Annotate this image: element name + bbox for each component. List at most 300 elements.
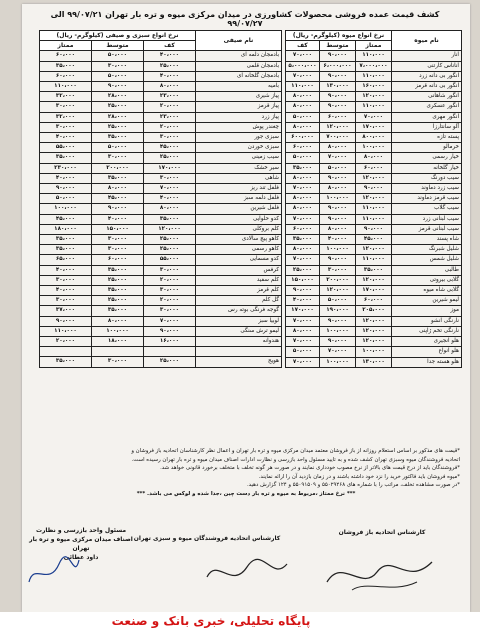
item-name-cell: سیب گلاب — [392, 204, 462, 214]
item-name-cell: بادمجان گلخانه ای — [196, 71, 282, 81]
fruit-col-premium: ممتاز — [356, 41, 392, 51]
price-cell: ۱۰۰،۰۰۰ — [320, 357, 356, 367]
price-cell: ۳۵،۰۰۰ — [92, 306, 144, 316]
price-cell: ۲۰،۰۰۰ — [144, 296, 196, 306]
table-row — [285, 112, 461, 122]
signature-block-wholesalers — [322, 529, 442, 536]
table-row — [39, 51, 281, 61]
table-row — [39, 255, 281, 265]
price-cell: ۱۶،۰۰۰ — [144, 337, 196, 347]
veg-col-base: کف — [144, 41, 196, 51]
item-name-cell: سیب دورنگ — [392, 173, 462, 183]
price-cell: ۳۵،۰۰۰ — [92, 265, 144, 275]
item-name-cell: گوجه فرنگی بوته رس — [196, 306, 282, 316]
price-cell: ۵۰،۰۰۰ — [285, 347, 319, 357]
table-row — [285, 347, 461, 357]
veg-name-header: نام صیفی — [196, 31, 282, 51]
item-name-cell: گلابی شاه میوه — [392, 286, 462, 296]
fruit-col-base: کف — [285, 41, 319, 51]
price-cell: ۳۰،۰۰۰ — [144, 286, 196, 296]
price-cell: ۷۰،۰۰۰ — [285, 255, 319, 265]
price-cell: ۲۵،۰۰۰ — [285, 265, 319, 275]
item-name-cell: کدو مسمایی — [196, 255, 282, 265]
veg-col-premium: ممتاز — [39, 41, 91, 51]
item-name-cell: آلو سانتارزا — [392, 122, 462, 132]
table-row — [39, 265, 281, 275]
price-cell: ۴۰،۰۰۰ — [39, 133, 91, 143]
price-cell: ۱۶۰،۰۰۰ — [356, 82, 392, 92]
price-cell: ۶۰،۰۰۰ — [92, 255, 144, 265]
price-cell: ۲۵،۰۰۰ — [92, 296, 144, 306]
price-cell: ۲۳،۰۰۰ — [144, 92, 196, 102]
table-row — [285, 326, 461, 336]
price-cell: ۶۵،۰۰۰ — [39, 255, 91, 265]
price-cell: ۷۰،۰۰۰ — [285, 337, 319, 347]
item-name-cell: سبزی جور — [196, 133, 282, 143]
price-cell: ۳۵،۰۰۰ — [92, 286, 144, 296]
price-cell: ۸۰۰،۰۰۰ — [356, 133, 392, 143]
price-cell: ۶۰۰،۰۰۰ — [285, 133, 319, 143]
price-cell: ۱۲۰،۰۰۰ — [356, 316, 392, 326]
item-name-cell — [196, 347, 282, 357]
price-cell: ۹۰،۰۰۰ — [320, 173, 356, 183]
price-cell: ۵۰،۰۰۰ — [285, 153, 319, 163]
price-cell: ۹۰،۰۰۰ — [285, 286, 319, 296]
price-cell: ۹۰،۰۰۰ — [320, 92, 356, 102]
price-cell: ۲۵،۰۰۰ — [144, 153, 196, 163]
signature-block-sellers — [122, 535, 292, 542]
veg-group-header: نرخ انواع سبزی و صیفی (کیلوگرم- ریال) — [39, 31, 195, 41]
price-cell: ۷۰،۰۰۰ — [285, 184, 319, 194]
item-name-cell: کرفس — [196, 265, 282, 275]
table-row — [39, 326, 281, 336]
item-name-cell: فلفل تند ریز — [196, 184, 282, 194]
item-name-cell: فلفل شیرین — [196, 204, 282, 214]
item-name-cell: هلو انجیری — [392, 337, 462, 347]
price-cell: ۹۰،۰۰۰ — [320, 316, 356, 326]
item-name-cell: سیب لبنانی قرمز — [392, 224, 462, 234]
price-cell: ۳۵،۰۰۰ — [285, 235, 319, 245]
item-name-cell: سبزی خوردن — [196, 143, 282, 153]
price-cell: ۳۰،۰۰۰ — [144, 173, 196, 183]
price-cell: ۵۰،۰۰۰ — [320, 163, 356, 173]
price-cell: ۵۰،۰۰۰ — [92, 51, 144, 61]
price-cell: ۸۰،۰۰۰ — [285, 102, 319, 112]
price-cell: ۸۰،۰۰۰ — [285, 245, 319, 255]
table-row — [285, 296, 461, 306]
table-row — [285, 122, 461, 132]
price-cell: ۹۰،۰۰۰ — [320, 71, 356, 81]
price-cell: ۱۱۰،۰۰۰ — [356, 214, 392, 224]
table-row — [39, 235, 281, 245]
table-row — [285, 184, 461, 194]
item-name-cell: پیاز زرد — [196, 112, 282, 122]
item-name-cell: بامیه — [196, 82, 282, 92]
table-row — [39, 122, 281, 132]
price-cell: ۲۰،۰۰۰ — [144, 275, 196, 285]
price-cell: ۳۰،۰۰۰ — [92, 153, 144, 163]
price-cell: ۳۰،۰۰۰ — [320, 265, 356, 275]
item-name-cell: سیب قرمز دماوند — [392, 194, 462, 204]
price-cell: ۷۰،۰۰۰ — [320, 153, 356, 163]
signature-title: کارشناس اتحادیه باز فروشان — [338, 529, 426, 536]
table-row — [285, 61, 461, 71]
price-cell: ۷۰،۰۰۰ — [320, 347, 356, 357]
item-name-cell: پیاز شیری — [196, 92, 282, 102]
table-row — [285, 337, 461, 347]
price-cell: ۱۲۰،۰۰۰ — [320, 122, 356, 132]
price-cell: ۱۳۰،۰۰۰ — [356, 357, 392, 367]
table-row — [39, 337, 281, 347]
handwritten-signature-icon — [24, 552, 84, 592]
item-name-cell: پسته تازه — [392, 133, 462, 143]
price-cell: ۴۰،۰۰۰ — [92, 214, 144, 224]
item-name-cell: سیب زرد دماوند — [392, 184, 462, 194]
table-row — [285, 153, 461, 163]
item-name-cell: سیر خشک — [196, 163, 282, 173]
price-cell: ۳۲،۰۰۰ — [39, 92, 91, 102]
item-name-cell: لیمو شیرین — [392, 296, 462, 306]
price-cell: ۲۳،۰۰۰ — [144, 112, 196, 122]
price-cell: ۸۰،۰۰۰ — [285, 204, 319, 214]
price-cell: ۸۰،۰۰۰ — [320, 184, 356, 194]
item-name-cell: خرمالو — [392, 143, 462, 153]
price-cell: ۱۸۰،۰۰۰ — [39, 224, 91, 234]
item-name-cell: انگور بی دانه قرمز — [392, 82, 462, 92]
price-cell: ۳۰،۰۰۰ — [39, 122, 91, 132]
price-cell: ۲۰،۰۰۰ — [39, 337, 91, 347]
price-cell: ۲۸،۰۰۰ — [92, 92, 144, 102]
table-row — [39, 163, 281, 173]
price-cell: ۳۵،۰۰۰ — [39, 357, 91, 367]
table-row — [285, 275, 461, 285]
price-cell: ۳۰،۰۰۰ — [144, 265, 196, 275]
item-name-cell: نارنگی انشو — [392, 316, 462, 326]
table-row — [39, 153, 281, 163]
item-name-cell: گل کلم — [196, 296, 282, 306]
item-name-cell: طالبی — [392, 265, 462, 275]
price-cell: ۷،۰۰۰،۰۰۰ — [356, 61, 392, 71]
item-name-cell: انار — [392, 51, 462, 61]
table-row — [39, 61, 281, 71]
table-row — [285, 235, 461, 245]
item-name-cell: اناناس کارتنی — [392, 61, 462, 71]
price-cell: ۱۰۰،۰۰۰ — [39, 204, 91, 214]
table-row — [285, 194, 461, 204]
table-row — [285, 163, 461, 173]
price-cell: ۸۰،۰۰۰ — [285, 326, 319, 336]
item-name-cell: چغندر پوش — [196, 122, 282, 132]
price-cell: ۱۲۰،۰۰۰ — [144, 224, 196, 234]
price-cell: ۵،۰۰۰،۰۰۰ — [285, 61, 319, 71]
table-row — [285, 143, 461, 153]
note-line: *** نرخ ممتاز ،مربوط به میوه و تره بار دست چین ،جدا شده و لوکس می باشد. *** — [136, 490, 356, 497]
price-cell: ۱۲۰،۰۰۰ — [356, 173, 392, 183]
price-cell: ۶،۰۰۰،۰۰۰ — [320, 61, 356, 71]
handwritten-signature-icon — [202, 552, 292, 592]
table-row — [285, 133, 461, 143]
price-cell — [144, 347, 196, 357]
item-name-cell: فلفل دلمه سبز — [196, 194, 282, 204]
price-cell: ۵۰،۰۰۰ — [285, 112, 319, 122]
item-name-cell: کاهو رسمی — [196, 245, 282, 255]
price-cell: ۸۰،۰۰۰ — [320, 143, 356, 153]
price-cell: ۱۷۰،۰۰۰ — [285, 306, 319, 316]
price-cell: ۲۰،۰۰۰ — [144, 102, 196, 112]
price-cell: ۶۰،۰۰۰ — [285, 143, 319, 153]
item-name-cell: کلم قرمز — [196, 286, 282, 296]
signature-title: کارشناس اتحادیه فروشندگان میوه و سبزی تهران — [133, 535, 281, 542]
price-cell: ۳۰،۰۰۰ — [39, 296, 91, 306]
price-cell: ۲۸،۰۰۰ — [92, 112, 144, 122]
item-name-cell: کاهو پیچ سالادی — [196, 235, 282, 245]
table-row — [39, 214, 281, 224]
table-row — [39, 102, 281, 112]
price-cell: ۴۰،۰۰۰ — [144, 51, 196, 61]
table-row — [39, 275, 281, 285]
table-row — [39, 245, 281, 255]
price-cell: ۶۰،۰۰۰ — [285, 224, 319, 234]
price-cell: ۸۰،۰۰۰ — [92, 184, 144, 194]
price-cell: ۱۲۰،۰۰۰ — [320, 286, 356, 296]
price-cell: ۹۰،۰۰۰ — [356, 184, 392, 194]
note-line: *فروشندگان باید از درج قیمت های بالاتر از نرخ مصوب خودداری نمایند و در صورت هر گونه تخلف با متخلف برخورد قانونی خواهد شد. — [160, 465, 460, 472]
price-cell: ۳۰،۰۰۰ — [144, 306, 196, 316]
item-name-cell: شلیل شمس — [392, 255, 462, 265]
price-cell: ۴۰،۰۰۰ — [285, 296, 319, 306]
price-cell: ۳۰،۰۰۰ — [144, 133, 196, 143]
price-cell: ۱۲۰،۰۰۰ — [356, 245, 392, 255]
price-cell: ۲۵،۰۰۰ — [92, 275, 144, 285]
footer-banner: پایگاه تحلیلی، خبری بانک و صنعت — [111, 614, 311, 628]
price-cell: ۸۰،۰۰۰ — [285, 122, 319, 132]
table-row — [285, 173, 461, 183]
table-row — [39, 133, 281, 143]
table-row — [39, 92, 281, 102]
price-cell: ۲۰،۰۰۰ — [144, 122, 196, 132]
price-cell: ۷۰،۰۰۰ — [285, 51, 319, 61]
table-row — [285, 306, 461, 316]
table-row — [285, 245, 461, 255]
price-cell: ۱۰۰،۰۰۰ — [320, 194, 356, 204]
price-cell: ۲۵،۰۰۰ — [144, 235, 196, 245]
price-cell: ۴۰،۰۰۰ — [144, 71, 196, 81]
price-cell: ۹۰،۰۰۰ — [356, 224, 392, 234]
price-cell: ۸۰،۰۰۰ — [144, 82, 196, 92]
price-cell: ۷۰،۰۰۰ — [285, 357, 319, 367]
price-cell: ۷۰،۰۰۰ — [356, 112, 392, 122]
price-cell: ۴۰،۰۰۰ — [39, 286, 91, 296]
price-cell: ۸۰،۰۰۰ — [356, 153, 392, 163]
signature-org: اصناف میدان مرکزی میوه و تره بار تهران — [29, 536, 133, 552]
table-row — [285, 214, 461, 224]
table-row — [39, 296, 281, 306]
price-cell: ۱۱۰،۰۰۰ — [285, 82, 319, 92]
price-cell: ۱۷۰،۰۰۰ — [144, 163, 196, 173]
price-cell: ۴۵،۰۰۰ — [92, 194, 144, 204]
price-cell: ۷۰،۰۰۰ — [144, 316, 196, 326]
price-cell: ۳۵،۰۰۰ — [39, 235, 91, 245]
fruit-col-medium: متوسط — [320, 41, 356, 51]
page-title: کشف قیمت عمده فروشی محصولات کشاورزی در میدان مرکزی میوه و تره بار تهران ۹۹/۰۷/۲۱ الی ۹۹/۰۷/۲۷ — [50, 10, 440, 28]
price-cell: ۱۰۰،۰۰۰ — [320, 326, 356, 336]
item-name-cell: موز — [392, 306, 462, 316]
price-cell: ۱۱۰،۰۰۰ — [356, 102, 392, 112]
price-cell: ۲۵،۰۰۰ — [144, 357, 196, 367]
price-cell: ۵۰،۰۰۰ — [92, 143, 144, 153]
table-row — [285, 357, 461, 367]
note-line: *میوه فروشان باید فاکتور خرید را نزد خود داشته باشند و در زمان بازدید آن را ارائه نمایند. — [258, 473, 460, 480]
price-cell: ۹۰،۰۰۰ — [320, 337, 356, 347]
price-cell: ۵۰،۰۰۰ — [92, 71, 144, 81]
price-cell: ۵۵،۰۰۰ — [144, 255, 196, 265]
price-cell — [39, 347, 91, 357]
item-name-cell: شاهی — [196, 173, 282, 183]
item-name-cell: هویج — [196, 357, 282, 367]
table-row — [285, 286, 461, 296]
price-cell: ۴۵،۰۰۰ — [39, 214, 91, 224]
price-cell: ۶۰،۰۰۰ — [356, 296, 392, 306]
price-cell: ۱۸،۰۰۰ — [92, 337, 144, 347]
price-cell: ۸۰،۰۰۰ — [285, 92, 319, 102]
table-row — [39, 82, 281, 92]
price-cell: ۱۱۰،۰۰۰ — [356, 255, 392, 265]
price-cell: ۲۰۵،۰۰۰ — [356, 306, 392, 316]
price-cell: ۵۵،۰۰۰ — [39, 143, 91, 153]
price-cell: ۹۰،۰۰۰ — [320, 255, 356, 265]
price-cell: ۲۵،۰۰۰ — [92, 122, 144, 132]
price-cell: ۱۵۰،۰۰۰ — [92, 224, 144, 234]
item-name-cell: پیاز قرمز — [196, 102, 282, 112]
price-cell: ۷۰۰،۰۰۰ — [320, 133, 356, 143]
price-cell: ۳۲،۰۰۰ — [39, 112, 91, 122]
price-cell: ۲۳۰،۰۰۰ — [39, 163, 91, 173]
table-row — [39, 286, 281, 296]
item-name-cell: شاه پسند — [392, 235, 462, 245]
price-cell: ۶۰،۰۰۰ — [39, 51, 91, 61]
price-cell: ۳۰،۰۰۰ — [39, 102, 91, 112]
price-cell: ۳۵،۰۰۰ — [285, 163, 319, 173]
price-cell: ۱۷۰،۰۰۰ — [356, 286, 392, 296]
price-cell: ۱۵۰،۰۰۰ — [285, 275, 319, 285]
price-cell: ۸۰،۰۰۰ — [285, 194, 319, 204]
price-cell: ۱۰۰،۰۰۰ — [356, 143, 392, 153]
item-name-cell: کلم سفید — [196, 275, 282, 285]
price-cell: ۹۰،۰۰۰ — [39, 184, 91, 194]
price-cell: ۱۹۰،۰۰۰ — [320, 306, 356, 316]
item-name-cell: هلو انواع — [392, 347, 462, 357]
price-cell: ۷۰،۰۰۰ — [285, 214, 319, 224]
table-row — [285, 51, 461, 61]
price-cell: ۱۰۰،۰۰۰ — [92, 326, 144, 336]
table-row — [285, 265, 461, 275]
price-cell: ۳۵،۰۰۰ — [92, 133, 144, 143]
price-cell: ۸۰،۰۰۰ — [92, 316, 144, 326]
price-cell: ۹۰،۰۰۰ — [320, 51, 356, 61]
item-name-cell: لیمو ترش سنگی — [196, 326, 282, 336]
note-line: *قیمت های مذکور بر اساس استعلام روزانه از باز فروشان معتمد میدان مرکزی میوه و تره بار تهران و اعمال نظر کارشناسان اتحادیه باز فروشان و — [131, 448, 460, 454]
table-row — [285, 71, 461, 81]
item-name-cell: انگور بی دانه زرد — [392, 71, 462, 81]
price-cell: ۴۵،۰۰۰ — [144, 143, 196, 153]
item-name-cell: انگور عسکری — [392, 102, 462, 112]
price-cell: ۷۰،۰۰۰ — [144, 184, 196, 194]
price-cell: ۵۰،۰۰۰ — [39, 194, 91, 204]
vegetable-price-table — [39, 30, 282, 368]
price-cell: ۱۲۰،۰۰۰ — [356, 92, 392, 102]
price-cell: ۲۵،۰۰۰ — [144, 61, 196, 71]
price-cell: ۹۰،۰۰۰ — [320, 204, 356, 214]
item-name-cell: نارنگی تخم ژاپنی — [392, 326, 462, 336]
price-cell: ۶۰،۰۰۰ — [320, 112, 356, 122]
price-cell: ۷۰،۰۰۰ — [285, 316, 319, 326]
price-cell: ۲۵،۰۰۰ — [144, 245, 196, 255]
price-cell: ۱۷۰،۰۰۰ — [356, 122, 392, 132]
fruit-price-table — [285, 30, 462, 368]
price-cell: ۳۵،۰۰۰ — [356, 265, 392, 275]
item-name-cell: انگور شاهانی — [392, 92, 462, 102]
price-cell: ۲۵،۰۰۰ — [92, 102, 144, 112]
table-row — [39, 194, 281, 204]
price-cell: ۱۱۰،۰۰۰ — [356, 204, 392, 214]
price-cell: ۱۱۰،۰۰۰ — [39, 82, 91, 92]
item-name-cell: بادمجان دلمه ای — [196, 51, 282, 61]
price-cell: ۴۰،۰۰۰ — [39, 265, 91, 275]
price-list-document — [22, 4, 470, 612]
veg-col-medium: متوسط — [92, 41, 144, 51]
note-line: *در صورت مشاهده تخلف، مراتب را با شماره های ۵۵۰۲۹۲۶۸ و ۵۵۰۹۱۵۰۹ و ۱۲۴ گزارش دهید. — [246, 482, 460, 489]
table-row — [285, 82, 461, 92]
table-row — [39, 316, 281, 326]
item-name-cell: انگور مهری — [392, 112, 462, 122]
price-cell: ۳۵،۰۰۰ — [39, 153, 91, 163]
fruit-group-header: نرخ انواع میوه (کیلوگرم- ریال) — [285, 31, 391, 41]
table-row — [39, 143, 281, 153]
item-name-cell: هندوانه — [196, 337, 282, 347]
price-cell: ۷۰،۰۰۰ — [285, 71, 319, 81]
price-cell: ۲۰۰،۰۰۰ — [320, 275, 356, 285]
price-cell: ۳۰،۰۰۰ — [92, 61, 144, 71]
table-row — [39, 347, 281, 357]
price-cell: ۴۰،۰۰۰ — [39, 173, 91, 183]
item-name-cell: سیب لبنانی زرد — [392, 214, 462, 224]
table-row — [285, 316, 461, 326]
signature-name: داود عطائی — [63, 554, 99, 561]
price-cell: ۶۰،۰۰۰ — [356, 163, 392, 173]
price-cell: ۱۳۰،۰۰۰ — [320, 82, 356, 92]
fruit-name-header: نام میوه — [392, 31, 462, 51]
price-cell: ۳۵،۰۰۰ — [144, 214, 196, 224]
table-row — [285, 102, 461, 112]
price-cell: ۳۵،۰۰۰ — [39, 61, 91, 71]
price-cell: ۸۰،۰۰۰ — [285, 173, 319, 183]
table-row — [285, 255, 461, 265]
price-cell: ۱۲۰،۰۰۰ — [356, 194, 392, 204]
table-row — [39, 204, 281, 214]
price-cell: ۱۰۰،۰۰۰ — [356, 347, 392, 357]
table-row — [39, 357, 281, 367]
item-name-cell: سیب زمینی — [196, 153, 282, 163]
price-cell: ۹۰،۰۰۰ — [144, 326, 196, 336]
price-cell: ۶۰،۰۰۰ — [39, 71, 91, 81]
price-cell: ۴۰،۰۰۰ — [320, 235, 356, 245]
item-name-cell: کدو حلوایی — [196, 214, 282, 224]
price-cell: ۳۷،۰۰۰ — [39, 306, 91, 316]
price-cell: ۳۰،۰۰۰ — [92, 357, 144, 367]
item-name-cell: کلم بروکلی — [196, 224, 282, 234]
price-cell: ۸۰،۰۰۰ — [144, 204, 196, 214]
price-cell: ۹۰،۰۰۰ — [320, 102, 356, 112]
